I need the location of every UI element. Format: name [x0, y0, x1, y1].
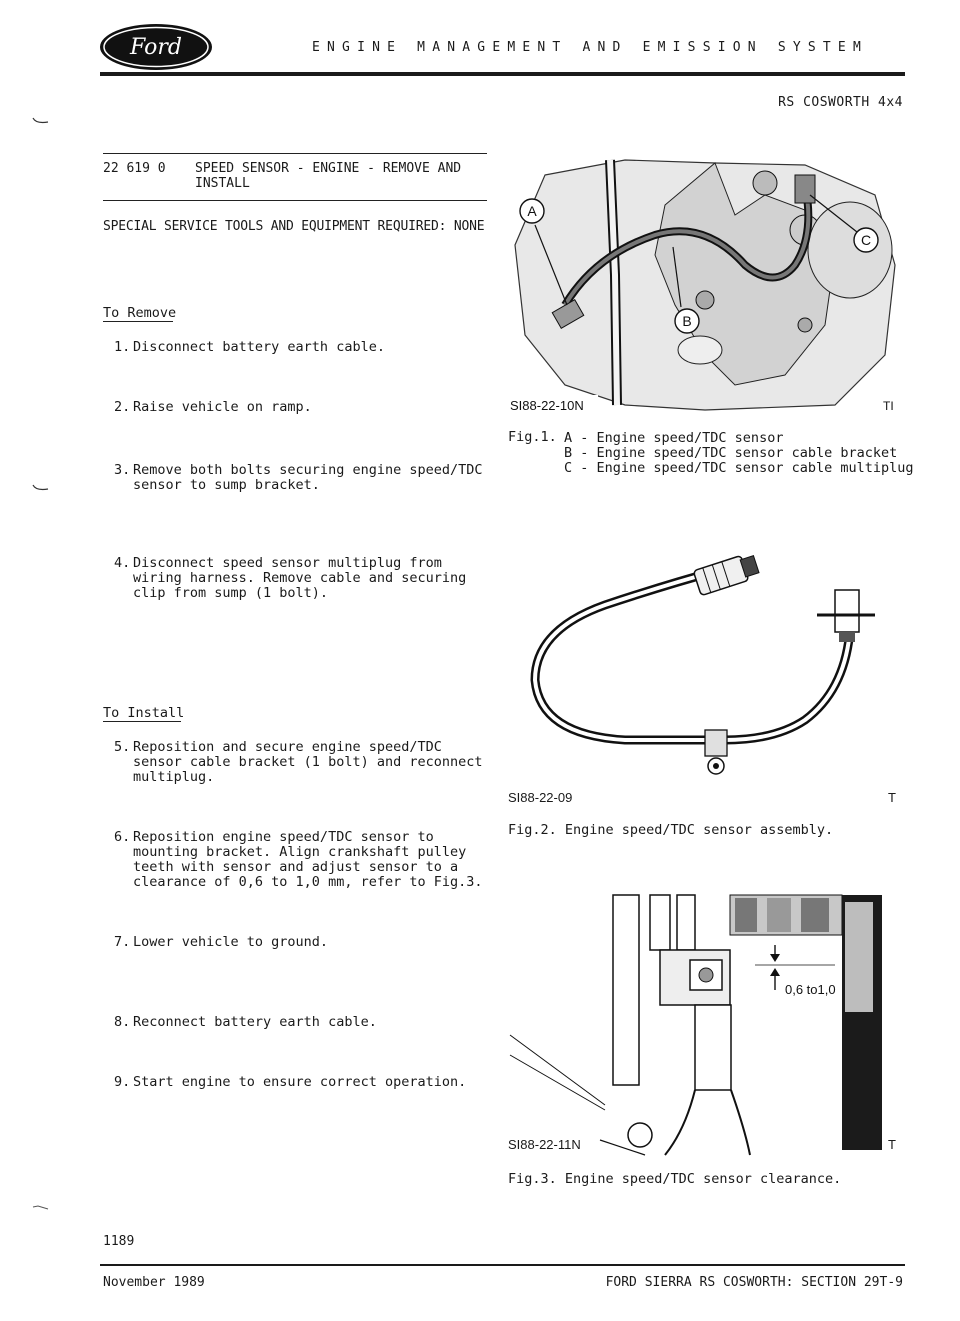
page-number: 1189	[103, 1234, 135, 1249]
margin-mark	[32, 478, 50, 488]
section-id: 22 619 0	[103, 161, 166, 176]
step-5	[114, 739, 494, 785]
step-text: Reposition engine speed/TDC sensor to mounting bracket. Align crankshaft pulley teeth with sensor and adjust sensor to a clearance of 0,6 to 1,0 mm, refer to Fig.3.	[133, 829, 483, 890]
ford-logo	[98, 22, 214, 72]
fig2-code: SI88-22-09	[508, 790, 573, 805]
step-number: 1.	[114, 339, 131, 355]
step-number: 7.	[114, 934, 131, 950]
fig2-corner-mark: T	[888, 790, 896, 805]
figure-2-sensor-assembly	[505, 540, 905, 780]
remove-heading: To Remove	[103, 305, 177, 321]
step-number: 9.	[114, 1074, 131, 1090]
footer-reference: FORD SIERRA RS COSWORTH: SECTION 29T-9	[605, 1275, 903, 1290]
fig3-corner-mark: T	[888, 1137, 896, 1152]
step-number: 2.	[114, 399, 131, 415]
fig1-caption-lead: Fig.1.	[508, 429, 557, 445]
step-text: Disconnect speed sensor multiplug from wiring harness. Remove cable and securing clip from sump (1 bolt).	[133, 555, 467, 601]
fig1-caption	[508, 430, 557, 445]
fig1-legend-b: B - Engine speed/TDC sensor cable bracket	[564, 445, 898, 461]
callout-c: C	[860, 232, 872, 248]
step-text: Start engine to ensure correct operation.	[133, 1074, 467, 1090]
step-4	[114, 555, 494, 601]
fig1-legend-c: C - Engine speed/TDC sensor cable multiplug	[564, 460, 914, 476]
step-7	[114, 935, 494, 950]
step-6	[114, 829, 494, 890]
callout-b: B	[682, 313, 692, 329]
install-heading: To Install	[103, 705, 185, 721]
step-number: 4.	[114, 555, 131, 571]
margin-mark	[32, 1198, 50, 1208]
step-number: 3.	[114, 462, 131, 478]
step-text: Disconnect battery earth cable.	[133, 339, 385, 355]
section-rule-bottom	[103, 200, 487, 201]
page-subtitle: RS COSWORTH 4x4	[778, 95, 903, 110]
fig3-code: SI88-22-11N	[508, 1137, 581, 1152]
logo-text: Ford	[130, 35, 182, 60]
section-rule-top	[103, 153, 487, 154]
footer-date: November 1989	[103, 1275, 205, 1290]
fig2-caption: Fig.2. Engine speed/TDC sensor assembly.	[508, 822, 834, 838]
fig1-corner-mark: TI	[883, 399, 894, 413]
header-rule	[100, 72, 905, 76]
figure-1-engine-speed-sensor-location	[505, 155, 905, 415]
figure-3-sensor-clearance	[505, 890, 905, 1160]
callout-a: A	[527, 203, 537, 219]
step-1	[114, 340, 494, 355]
fig1-legend-a: A - Engine speed/TDC sensor	[564, 430, 784, 446]
step-3	[114, 462, 494, 493]
tools-required: SPECIAL SERVICE TOOLS AND EQUIPMENT REQUIRED: NONE	[103, 219, 485, 234]
fig3-clearance-dimension: 0,6 to1,0	[785, 982, 836, 997]
step-text: Lower vehicle to ground.	[133, 934, 329, 950]
step-text: Remove both bolts securing engine speed/TDC sensor to sump bracket.	[133, 462, 483, 493]
fig1-code: SI88-22-10N	[510, 398, 584, 413]
step-9	[114, 1075, 494, 1090]
page-header-title: ENGINE MANAGEMENT AND EMISSION SYSTEM	[312, 40, 868, 55]
step-8	[114, 1015, 494, 1030]
step-text: Reconnect battery earth cable.	[133, 1014, 377, 1030]
step-text: Raise vehicle on ramp.	[133, 399, 312, 415]
install-heading-underline	[103, 721, 181, 722]
step-number: 5.	[114, 739, 131, 755]
fig3-caption: Fig.3. Engine speed/TDC sensor clearance.	[508, 1171, 842, 1187]
step-text: Reposition and secure engine speed/TDC sensor cable bracket (1 bolt) and reconnect multiplug.	[133, 739, 483, 785]
remove-heading-underline	[103, 321, 173, 322]
step-number: 8.	[114, 1014, 131, 1030]
footer-rule	[100, 1264, 905, 1266]
step-number: 6.	[114, 829, 131, 845]
margin-mark	[32, 111, 50, 121]
step-2	[114, 400, 494, 415]
section-title: SPEED SENSOR - ENGINE - REMOVE AND INSTALL	[195, 161, 462, 191]
